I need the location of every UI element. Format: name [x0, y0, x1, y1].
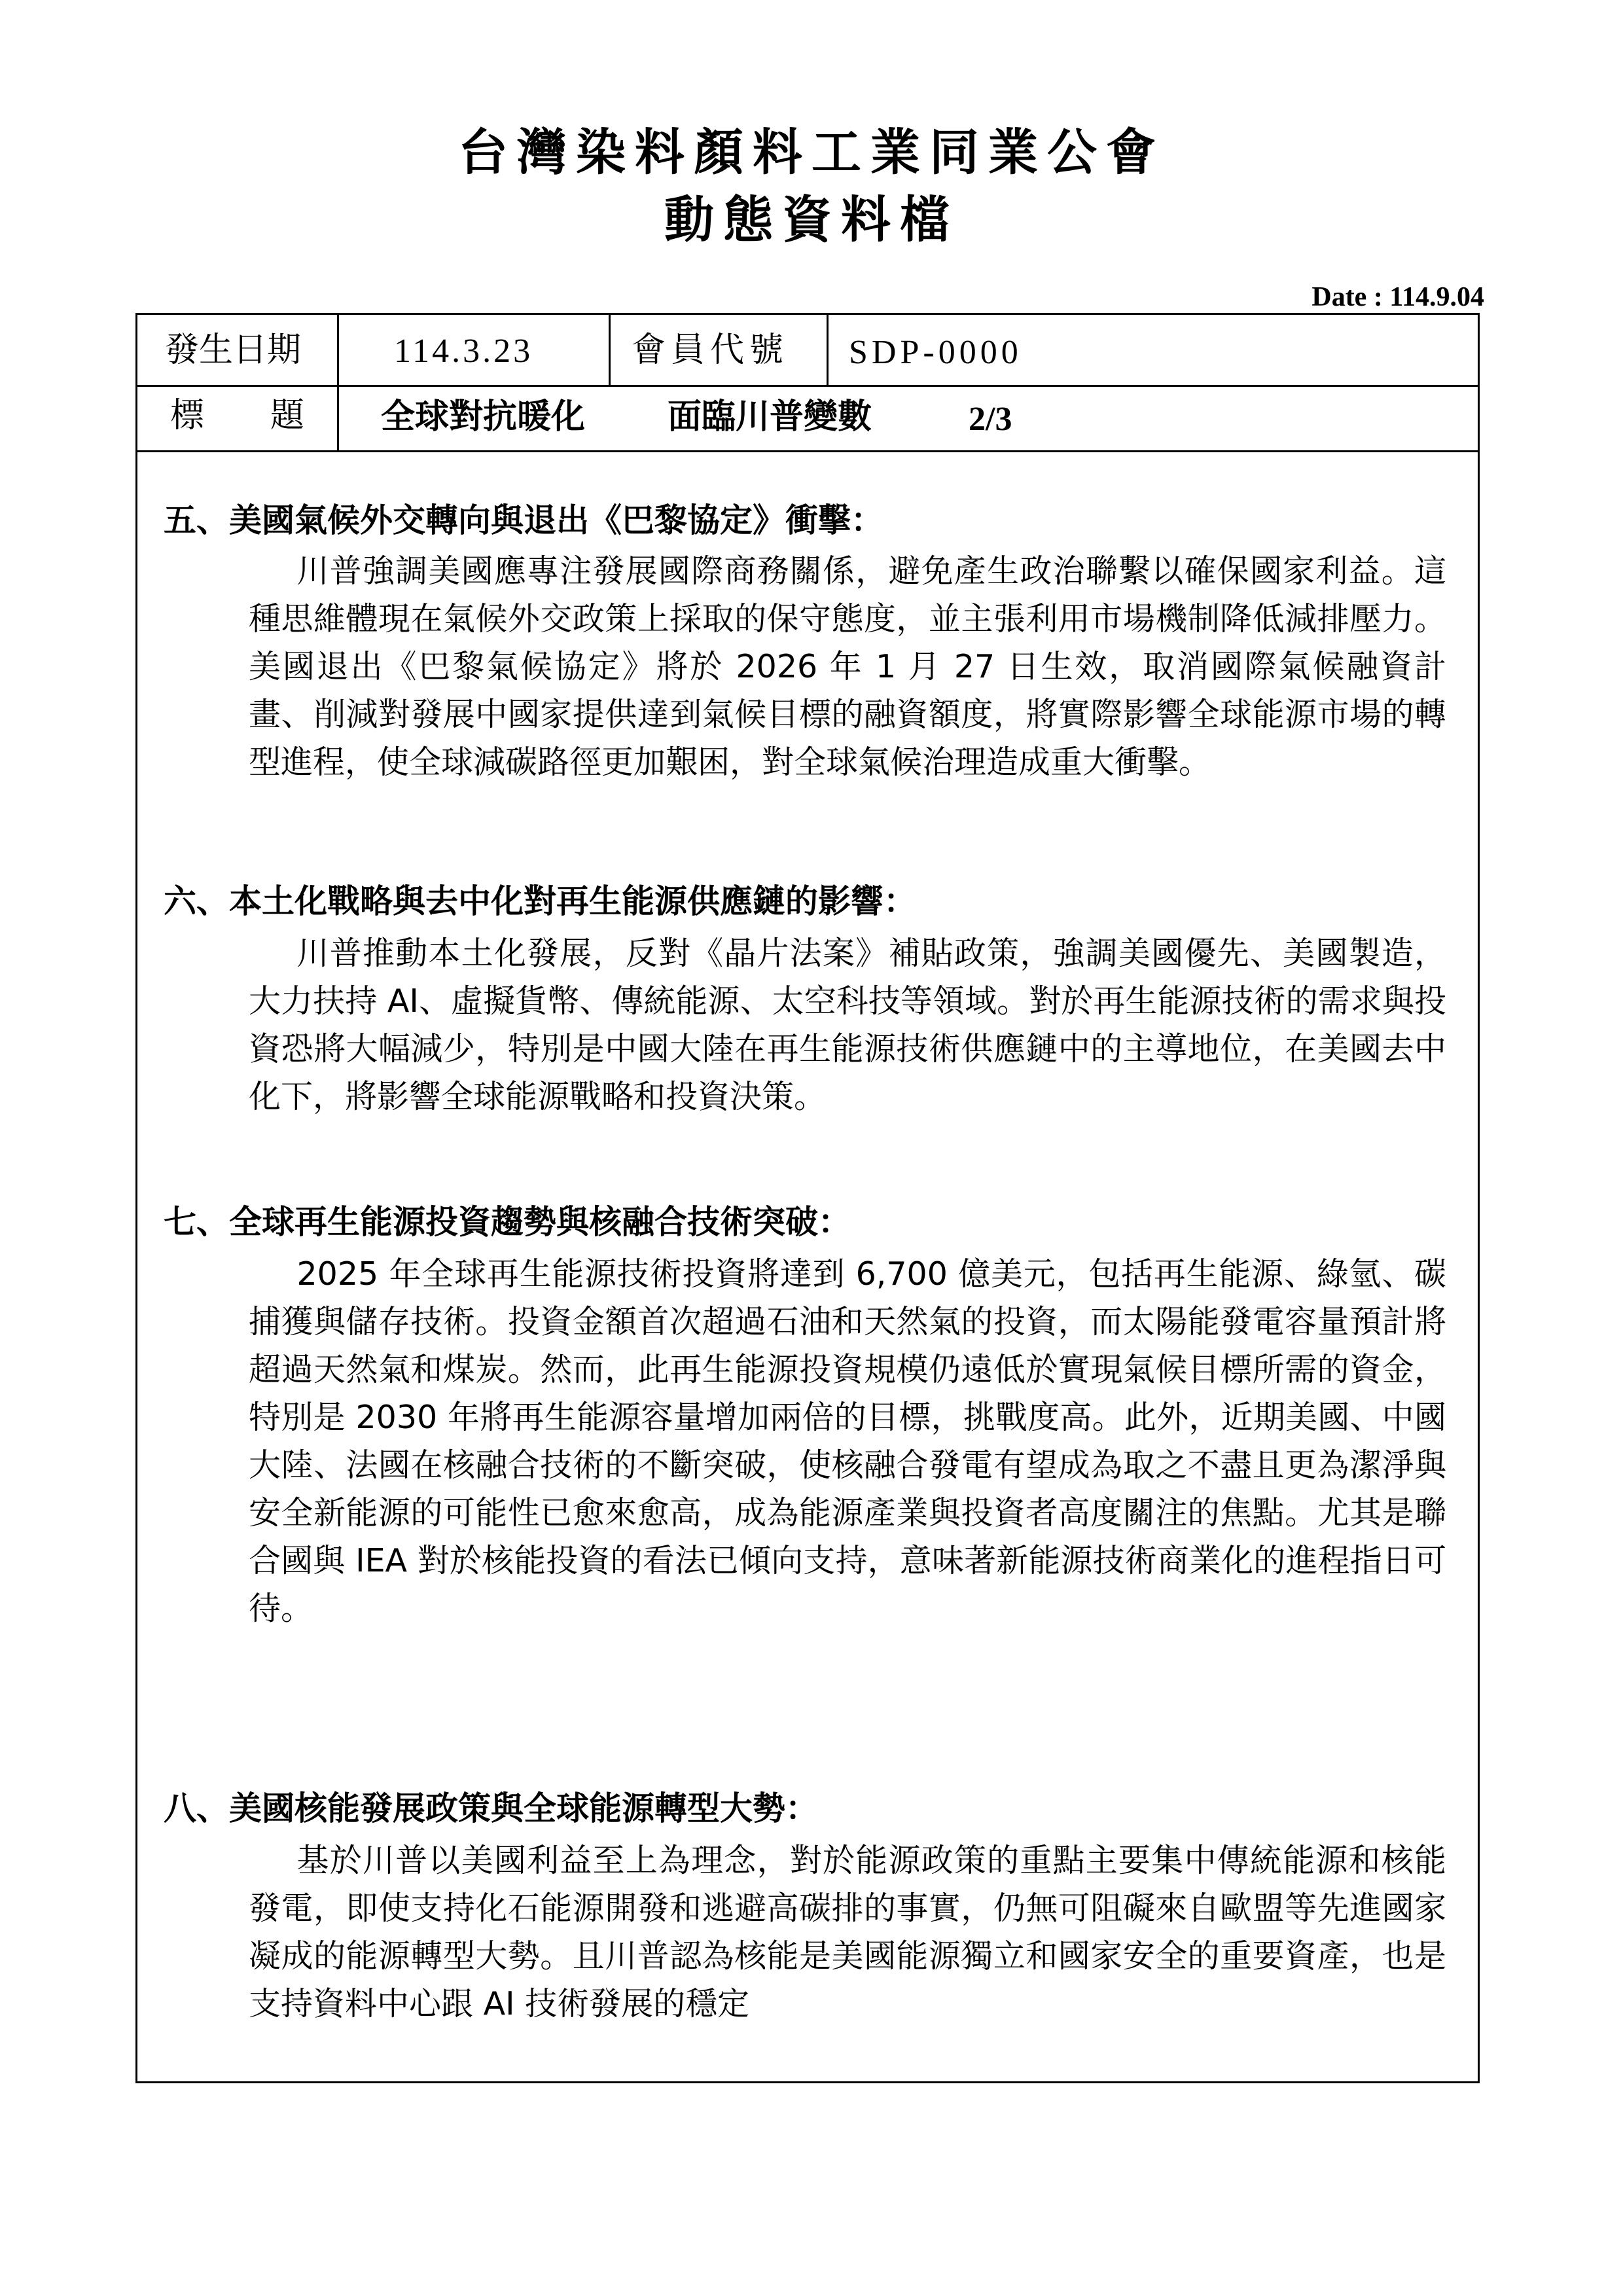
page-indicator: 2/3 [969, 401, 1012, 438]
subject-part-2: 面臨川普變數 [668, 397, 872, 437]
section-8-heading: 八、美國核能發展政策與全球能源轉型大勢： [164, 1789, 818, 1827]
section-7-heading: 七、全球再生能源投資趨勢與核融合技術突破： [164, 1203, 851, 1241]
section-6-heading: 六、本土化戰略與去中化對再生能源供應鏈的影響： [164, 882, 916, 920]
date-column-divider [609, 315, 611, 385]
document-title: 動態資料檔 [664, 190, 959, 249]
date-label: 發生日期 [165, 331, 302, 370]
section-5-body: 川普強調美國應專注發展國際商務關係，避免產生政治聯繫以確保國家利益。這種思維體現在氣候外交政策上採取的保守態度，並主張利用市場機制降低減排壓力。美國退出《巴黎氣候協定》將於 2026 年 1 月 27 日生效，取消國際氣候融資計畫、削減對發展中國家提供達到氣候目標的融資額度，將實際影響全球能源市場的轉型進程，使全球減碳路徑更加艱困，對全球氣候治理造成重大衝擊。 [249, 552, 1446, 781]
section-5-heading: 五、美國氣候外交轉向與退出《巴黎協定》衝擊： [164, 501, 883, 539]
member-code-value: SDP-0000 [849, 334, 1022, 371]
subject-label-char-1: 標 [170, 396, 205, 435]
section-8-body: 基於川普以美國利益至上為理念，對於能源政策的重點主要集中傳統能源和核能發電，即使支持化石能源開發和逃避高碳排的事實，仍無可阻礙來自歐盟等先進國家凝成的能源轉型大勢。且川普認為核能是美國能源獨立和國家安全的重要資產，也是支持資料中心跟 AI 技術發展的穩定 [249, 1842, 1446, 2022]
label-column-divider [337, 315, 339, 450]
section-6-body: 川普推動本土化發展，反對《晶片法案》補貼政策，強調美國優先、美國製造，大力扶持 AI、虛擬貨幣、傳統能源、太空科技等領域。對於再生能源技術的需求與投資恐將大幅減少，特別是中國大陸在再生能源技術供應鏈中的主導地位，在美國去中化下，將影響全球能源戰略和投資決策。 [249, 935, 1446, 1115]
subject-label-char-2: 題 [270, 396, 305, 435]
member-column-divider [827, 315, 829, 385]
date-value: 114.3.23 [394, 332, 533, 370]
section-7-body: 2025 年全球再生能源技術投資將達到 6,700 億美元，包括再生能源、綠氫、碳捕獲與儲存技術。投資金額首次超過石油和天然氣的投資，而太陽能發電容量預計將超過天然氣和煤炭。然而，此再生能源投資規模仍遠低於實現氣候目標所需的資金，特別是 2030 年將再生能源容量增加兩倍的目標，挑戰度高。此外，近期美國、中國大陸、法國在核融合技術的不斷突破，使核融合發電有望成為取之不盡且更為潔淨與安全新能源的可能性已愈來愈高，成為能源產業與投資者高度關注的焦點。尤其是聯合國與 IEA 對於核能投資的看法已傾向支持，意味著新能源技術商業化的進程指日可待。 [249, 1255, 1446, 1627]
document-date: Date : 114.9.04 [1311, 282, 1484, 312]
table-divider-2 [137, 450, 1478, 452]
member-code-label: 會員代號 [632, 331, 789, 370]
association-title: 台灣染料顏料工業同業公會 [458, 123, 1165, 181]
subject-part-1: 全球對抗暖化 [381, 397, 586, 437]
